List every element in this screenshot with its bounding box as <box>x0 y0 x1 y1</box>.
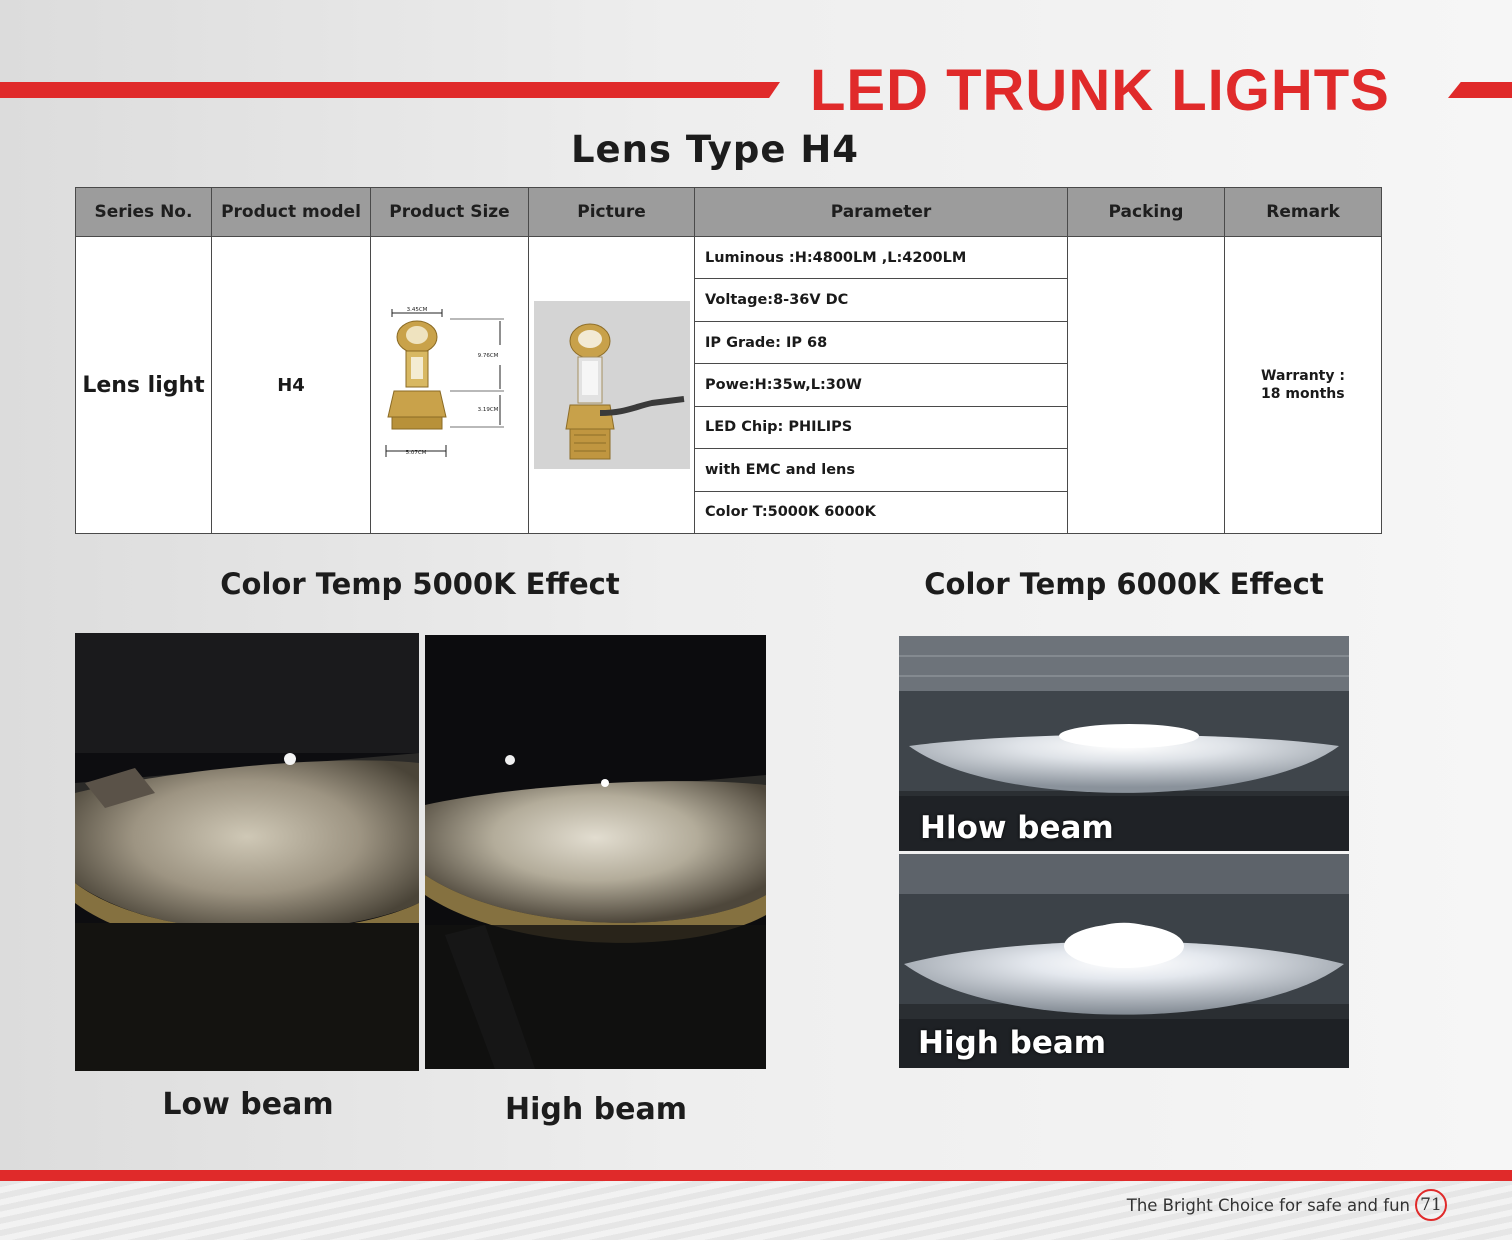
h4-led-bulb-photo-icon <box>534 301 690 469</box>
table-header-row <box>76 188 1382 237</box>
size-label-height-lower: 3.19CM <box>477 407 498 413</box>
column-header: Packing <box>1068 188 1225 237</box>
product-size-cell <box>371 237 529 534</box>
column-header: Parameter <box>695 188 1068 237</box>
effect-heading-6000k: Color Temp 6000K Effect <box>924 567 1324 601</box>
footer-tagline: The Bright Choice for safe and fun <box>1126 1196 1410 1215</box>
product-photo <box>534 301 690 469</box>
remark-text <box>1261 367 1345 403</box>
road-high-beam-image-icon <box>425 635 766 1069</box>
column-header: Product model <box>212 188 371 237</box>
effect-heading-5000k: Color Temp 5000K Effect <box>220 567 620 601</box>
brand-title: LED TRUNK LIGHTS <box>810 58 1390 123</box>
remark-line: 18 months <box>1261 386 1345 402</box>
parameter-list <box>695 237 1067 533</box>
packing-cell <box>1068 237 1225 534</box>
size-label-height-upper: 9.76CM <box>477 353 498 359</box>
parameter-cell <box>695 237 1068 534</box>
page-number: 71 <box>1415 1189 1447 1221</box>
column-header: Series No. <box>76 188 212 237</box>
size-label-width-bottom: 5.07CM <box>405 450 426 456</box>
parameter-item: with EMC and lens <box>695 449 1067 491</box>
column-header: Picture <box>529 188 695 237</box>
series-no-cell: Lens light <box>76 237 212 534</box>
parameter-item: IP Grade: IP 68 <box>695 322 1067 364</box>
header-red-bar-left <box>0 82 780 98</box>
parameter-item: LED Chip: PHILIPS <box>695 407 1067 449</box>
footer-red-bar <box>0 1170 1512 1181</box>
hlow-beam-caption: Hlow beam <box>920 810 1114 846</box>
spec-table <box>75 187 1382 534</box>
product-size-drawing <box>380 305 520 465</box>
column-header: Product Size <box>371 188 529 237</box>
remark-cell <box>1225 237 1382 534</box>
high-beam-6000k-caption: High beam <box>918 1025 1107 1061</box>
low-beam-5000k-photo <box>75 633 419 1071</box>
size-label-width-top: 3.45CM <box>406 307 427 313</box>
column-header: Remark <box>1225 188 1382 237</box>
parameter-item: Voltage:8-36V DC <box>695 279 1067 321</box>
high-beam-caption: High beam <box>505 1092 687 1127</box>
remark-line: Warranty : <box>1261 368 1345 384</box>
bulb-dimension-drawing-icon <box>380 305 520 465</box>
page-subtitle: Lens Type H4 <box>570 128 860 171</box>
table-row <box>76 237 1382 534</box>
parameter-item: Color T:5000K 6000K <box>705 504 876 521</box>
header-red-bar-right <box>1448 82 1512 98</box>
picture-cell <box>529 237 695 534</box>
low-beam-caption: Low beam <box>162 1087 334 1122</box>
high-beam-5000k-photo <box>425 635 766 1069</box>
road-low-beam-image-icon <box>75 633 419 1071</box>
product-model-cell: H4 <box>212 237 371 534</box>
parameter-item: Luminous :H:4800LM ,L:4200LM <box>695 237 1067 279</box>
parameter-item: Powe:H:35w,L:30W <box>695 364 1067 406</box>
